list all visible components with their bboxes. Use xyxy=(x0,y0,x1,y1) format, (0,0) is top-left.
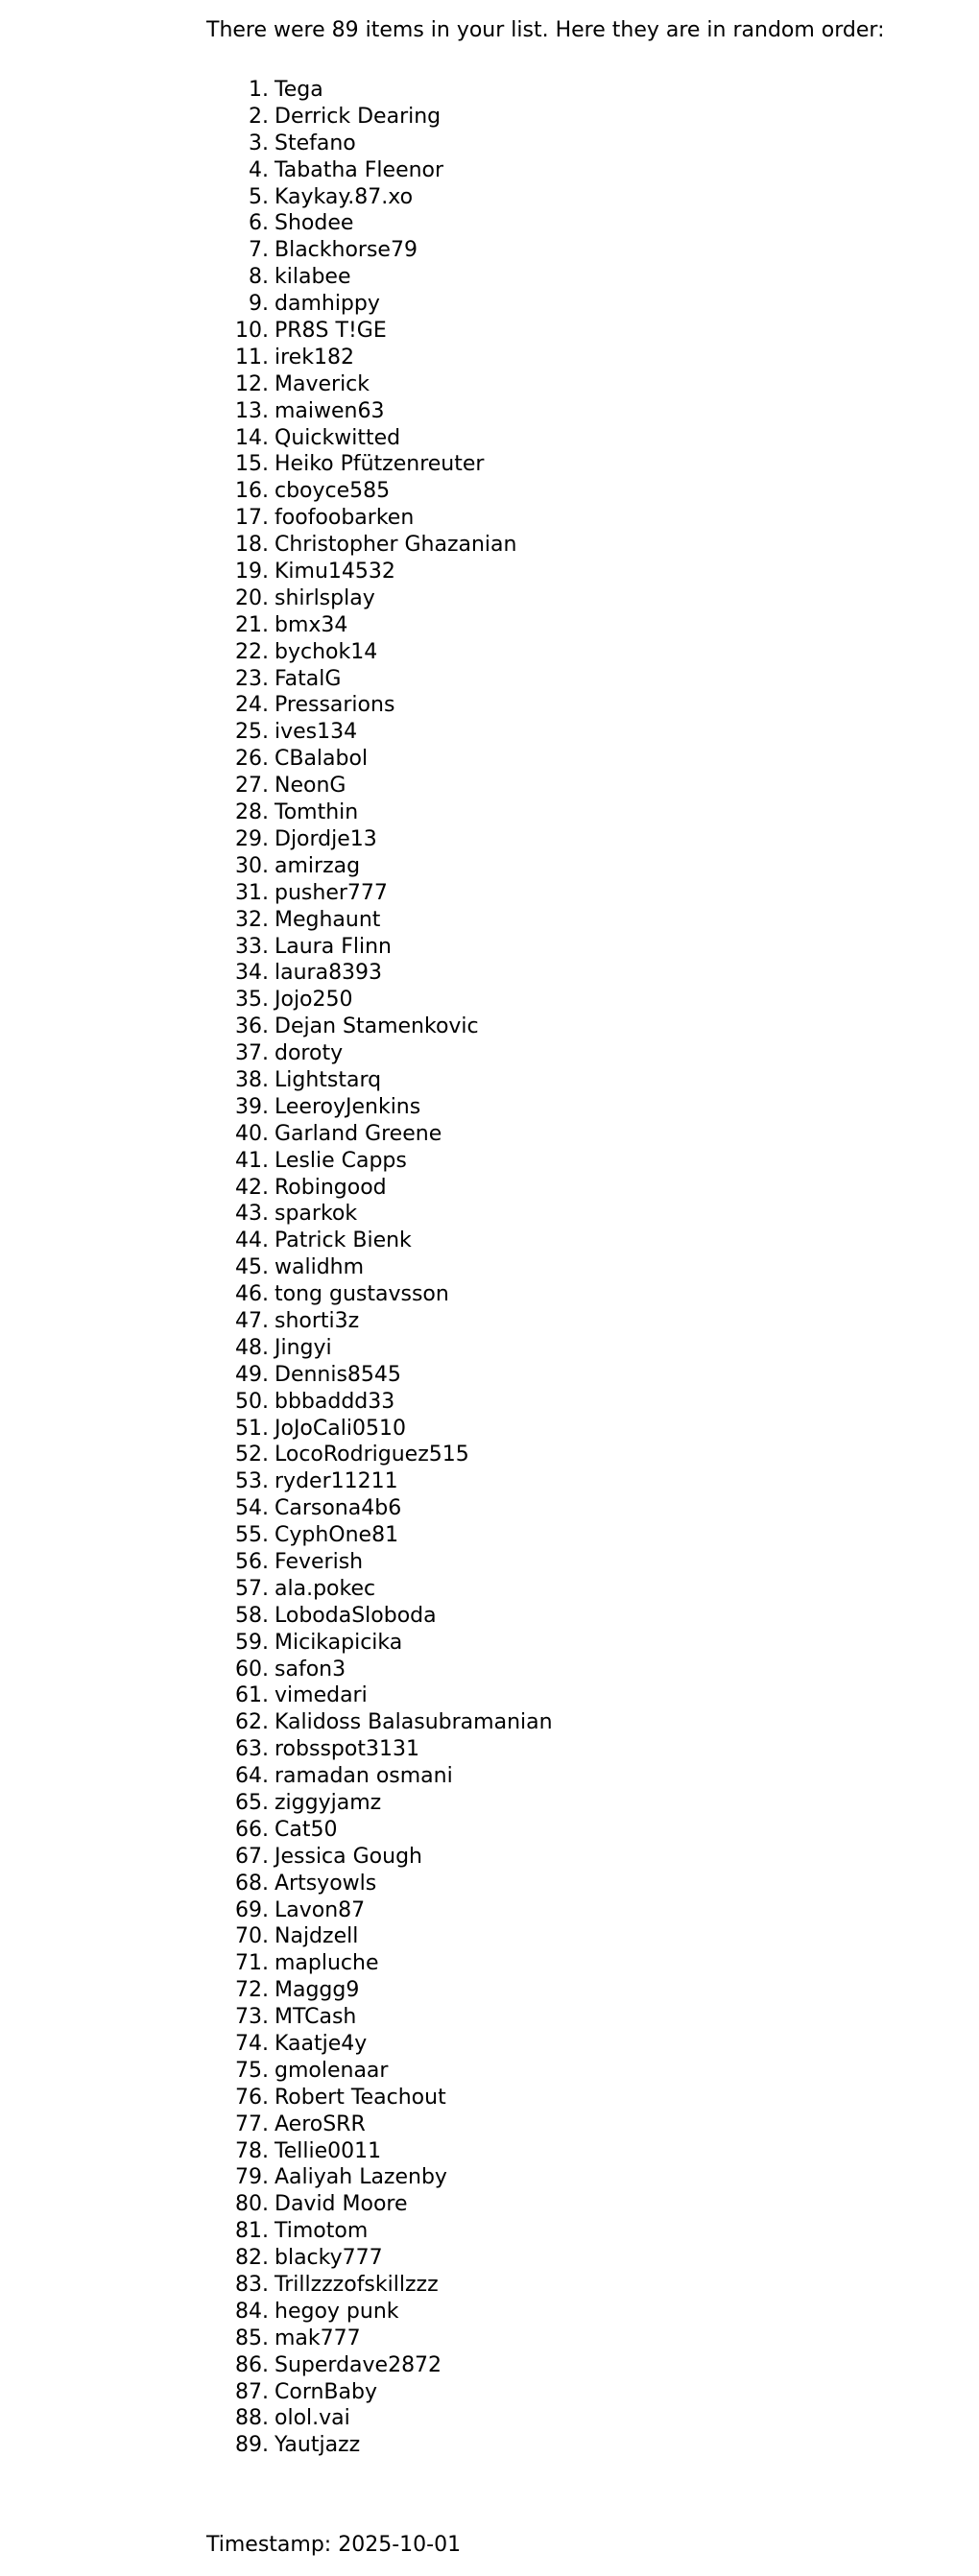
list-item-name: LobodaSloboda xyxy=(275,1603,437,1628)
list-item-name: Carsona4b6 xyxy=(275,1496,402,1521)
list-item-number: 82. xyxy=(235,2246,269,2271)
list-item-number: 61. xyxy=(235,1683,269,1708)
list-item-name: Stefano xyxy=(275,131,356,155)
list-item-name: NeonG xyxy=(275,774,346,799)
list-item-name: Najdzell xyxy=(275,1924,359,1949)
intro-text: There were 89 items in your list. Here they are in random order: xyxy=(206,18,885,42)
list-item-name: mapluche xyxy=(275,1951,379,1976)
list-item-name: hegoy punk xyxy=(275,2299,399,2324)
list-item-number: 63. xyxy=(235,1737,269,1762)
list-item-name: Jingyi xyxy=(275,1335,332,1360)
list-item-name: Dennis8545 xyxy=(275,1362,401,1387)
list-item-number: 55. xyxy=(235,1523,269,1548)
list-item-name: irek182 xyxy=(275,345,354,370)
list-item-number: 81. xyxy=(235,2219,269,2244)
list-item-name: Garland Greene xyxy=(275,1121,442,1146)
list-item-name: vimedari xyxy=(275,1683,368,1708)
list-item-number: 11. xyxy=(235,345,269,370)
list-item-name: damhippy xyxy=(275,292,380,317)
list-item-name: Meghaunt xyxy=(275,907,381,932)
list-item-name: Jessica Gough xyxy=(275,1844,422,1869)
list-item-number: 49. xyxy=(235,1362,269,1387)
list-item-number: 14. xyxy=(235,425,269,450)
list-item-number: 12. xyxy=(235,371,269,396)
list-item-number: 7. xyxy=(249,238,269,263)
list-item-number: 31. xyxy=(235,880,269,905)
list-item-number: 54. xyxy=(235,1496,269,1521)
list-item-name: kilabee xyxy=(275,265,351,290)
list-item-name: Kaykay.87.xo xyxy=(275,184,414,209)
list-item-name: sparkok xyxy=(275,1202,358,1227)
list-item-number: 43. xyxy=(235,1202,269,1227)
list-item-name: Patrick Bienk xyxy=(275,1228,412,1253)
list-item-name: amirzag xyxy=(275,853,361,878)
list-item-name: Dejan Stamenkovic xyxy=(275,1014,479,1039)
list-item-name: Artsyowls xyxy=(275,1871,377,1896)
list-item-number: 89. xyxy=(235,2433,269,2458)
list-item-name: Christopher Ghazanian xyxy=(275,533,517,558)
list-item-name: Tega xyxy=(275,78,323,102)
list-item-name: David Moore xyxy=(275,2192,408,2217)
list-item-name: cboyce585 xyxy=(275,479,391,504)
list-item-number: 78. xyxy=(235,2138,269,2163)
list-item-name: doroty xyxy=(275,1041,344,1066)
list-item-name: pusher777 xyxy=(275,880,388,905)
list-item-number: 56. xyxy=(235,1549,269,1574)
list-item-number: 42. xyxy=(235,1175,269,1200)
list-item-name: Shodee xyxy=(275,211,354,236)
list-item-number: 20. xyxy=(235,585,269,610)
list-item-number: 69. xyxy=(235,1897,269,1922)
list-item-name: Tabatha Fleenor xyxy=(275,157,444,182)
list-item-number: 1. xyxy=(249,78,269,102)
list-item-number: 36. xyxy=(235,1014,269,1039)
list-item-number: 29. xyxy=(235,826,269,851)
list-item-number: 17. xyxy=(235,506,269,531)
list-item-number: 41. xyxy=(235,1148,269,1173)
list-item-number: 71. xyxy=(235,1951,269,1976)
list-item-number: 67. xyxy=(235,1844,269,1869)
list-item-name: shirlsplay xyxy=(275,585,375,610)
list-item-name: Djordje13 xyxy=(275,826,377,851)
list-item-number: 26. xyxy=(235,747,269,772)
list-item-number: 68. xyxy=(235,1871,269,1896)
list-item-number: 25. xyxy=(235,720,269,745)
list-item-name: AeroSRR xyxy=(275,2111,366,2136)
list-item-number: 24. xyxy=(235,693,269,718)
list-item-name: Laura Flinn xyxy=(275,934,392,959)
list-item-number: 18. xyxy=(235,533,269,558)
list-item-number: 57. xyxy=(235,1576,269,1601)
list-item-name: tong gustavsson xyxy=(275,1282,449,1307)
list-item-number: 6. xyxy=(249,211,269,236)
list-item-name: CBalabol xyxy=(275,747,369,772)
list-item-number: 73. xyxy=(235,2005,269,2030)
list-item-name: Kalidoss Balasubramanian xyxy=(275,1710,553,1735)
list-item-name: olol.vai xyxy=(275,2406,350,2431)
list-item-number: 79. xyxy=(235,2165,269,2190)
list-item-name: Timotom xyxy=(275,2219,369,2244)
list-item-name: Leslie Capps xyxy=(275,1148,407,1173)
list-item-number: 16. xyxy=(235,479,269,504)
list-item-number: 47. xyxy=(235,1308,269,1333)
list-item-number: 8. xyxy=(249,265,269,290)
list-item-number: 83. xyxy=(235,2273,269,2298)
list-item-number: 3. xyxy=(249,131,269,155)
list-item-name: ives134 xyxy=(275,720,358,745)
list-item-name: Robingood xyxy=(275,1175,387,1200)
list-item-number: 38. xyxy=(235,1067,269,1092)
list-item-name: Kimu14532 xyxy=(275,560,395,584)
list-item-name: ramadan osmani xyxy=(275,1764,453,1789)
list-item-number: 27. xyxy=(235,774,269,799)
list-item-number: 19. xyxy=(235,560,269,584)
list-item-name: PR8S T!GE xyxy=(275,319,387,344)
list-item-number: 50. xyxy=(235,1389,269,1414)
list-item-number: 59. xyxy=(235,1630,269,1655)
list-item-number: 87. xyxy=(235,2379,269,2404)
list-item-number: 35. xyxy=(235,988,269,1013)
list-item-number: 48. xyxy=(235,1335,269,1360)
list-item-number: 65. xyxy=(235,1791,269,1815)
list-item-number: 46. xyxy=(235,1282,269,1307)
list-item-name: LeeroyJenkins xyxy=(275,1094,421,1119)
list-item-number: 15. xyxy=(235,452,269,477)
list-item-number: 10. xyxy=(235,319,269,344)
list-item-name: Maverick xyxy=(275,371,370,396)
list-item-name: robsspot3131 xyxy=(275,1737,419,1762)
list-item-number: 2. xyxy=(249,104,269,129)
list-item-name: LocoRodriguez515 xyxy=(275,1443,469,1467)
list-item-name: foofoobarken xyxy=(275,506,415,531)
list-item-number: 34. xyxy=(235,961,269,986)
list-item-name: CyphOne81 xyxy=(275,1523,399,1548)
list-item-name: walidhm xyxy=(275,1255,365,1280)
list-item-number: 72. xyxy=(235,1978,269,2003)
list-item-number: 28. xyxy=(235,800,269,825)
list-item-number: 32. xyxy=(235,907,269,932)
list-item-number: 58. xyxy=(235,1603,269,1628)
list-item-number: 64. xyxy=(235,1764,269,1789)
list-item-name: Robert Teachout xyxy=(275,2085,446,2110)
list-item-number: 21. xyxy=(235,612,269,637)
list-item-number: 52. xyxy=(235,1443,269,1467)
list-item-number: 13. xyxy=(235,398,269,423)
list-item-number: 76. xyxy=(235,2085,269,2110)
list-item-name: FatalG xyxy=(275,666,342,691)
list-item-name: JoJoCali0510 xyxy=(275,1416,406,1441)
list-item-name: bbbaddd33 xyxy=(275,1389,395,1414)
list-item-number: 80. xyxy=(235,2192,269,2217)
list-item-number: 84. xyxy=(235,2299,269,2324)
list-item-number: 85. xyxy=(235,2326,269,2350)
list-item-number: 40. xyxy=(235,1121,269,1146)
list-item-name: bmx34 xyxy=(275,612,348,637)
list-item-name: Jojo250 xyxy=(275,988,353,1013)
list-item-name: Aaliyah Lazenby xyxy=(275,2165,447,2190)
list-item-name: Lightstarq xyxy=(275,1067,382,1092)
list-item-name: Tomthin xyxy=(275,800,359,825)
list-item-number: 23. xyxy=(235,666,269,691)
list-item-name: Maggg9 xyxy=(275,1978,360,2003)
list-item-number: 75. xyxy=(235,2058,269,2083)
list-item-number: 66. xyxy=(235,1817,269,1842)
list-item-name: shorti3z xyxy=(275,1308,360,1333)
list-item-number: 44. xyxy=(235,1228,269,1253)
list-item-name: gmolenaar xyxy=(275,2058,389,2083)
list-item-name: blacky777 xyxy=(275,2246,383,2271)
list-item-name: Kaatje4y xyxy=(275,2032,368,2057)
list-item-number: 22. xyxy=(235,639,269,664)
list-item-number: 9. xyxy=(249,292,269,317)
list-item-number: 30. xyxy=(235,853,269,878)
list-item-name: Micikapicika xyxy=(275,1630,403,1655)
list-item-number: 77. xyxy=(235,2111,269,2136)
list-item-name: ryder11211 xyxy=(275,1469,398,1494)
list-item-name: Heiko Pfützenreuter xyxy=(275,452,485,477)
list-item-number: 74. xyxy=(235,2032,269,2057)
list-item-name: Derrick Dearing xyxy=(275,104,442,129)
list-item-name: Yautjazz xyxy=(275,2433,361,2458)
list-item-number: 60. xyxy=(235,1657,269,1682)
list-item-number: 53. xyxy=(235,1469,269,1494)
list-item-number: 70. xyxy=(235,1924,269,1949)
list-item-name: bychok14 xyxy=(275,639,378,664)
list-item-name: safon3 xyxy=(275,1657,346,1682)
list-item-name: Lavon87 xyxy=(275,1897,366,1922)
list-item-name: Quickwitted xyxy=(275,425,401,450)
list-item-number: 33. xyxy=(235,934,269,959)
list-item-number: 62. xyxy=(235,1710,269,1735)
list-item-number: 5. xyxy=(249,184,269,209)
list-item-name: Superdave2872 xyxy=(275,2352,442,2377)
list-item-number: 45. xyxy=(235,1255,269,1280)
list-item-name: Tellie0011 xyxy=(275,2138,382,2163)
timestamp: Timestamp: 2025-10-01 xyxy=(206,2533,462,2557)
list-item-number: 37. xyxy=(235,1041,269,1066)
list-item-number: 51. xyxy=(235,1416,269,1441)
list-item-name: ziggyjamz xyxy=(275,1791,382,1815)
list-item-name: Blackhorse79 xyxy=(275,238,418,263)
list-item-name: CornBaby xyxy=(275,2379,377,2404)
list-item-number: 88. xyxy=(235,2406,269,2431)
list-item-number: 39. xyxy=(235,1094,269,1119)
list-item-name: maiwen63 xyxy=(275,398,385,423)
list-item-name: laura8393 xyxy=(275,961,383,986)
list-item-name: ala.pokec xyxy=(275,1576,376,1601)
list-item-number: 86. xyxy=(235,2352,269,2377)
list-item-number: 4. xyxy=(249,157,269,182)
list-item-name: Trillzzzofskillzzz xyxy=(275,2273,439,2298)
list-item-name: MTCash xyxy=(275,2005,357,2030)
list-item-name: Pressarions xyxy=(275,693,395,718)
list-item-name: Cat50 xyxy=(275,1817,338,1842)
list-item-name: mak777 xyxy=(275,2326,361,2350)
list-item-name: Feverish xyxy=(275,1549,364,1574)
